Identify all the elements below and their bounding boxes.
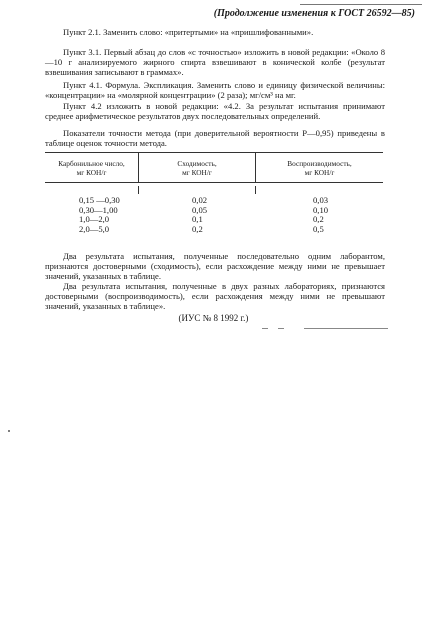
header-line: Карбонильное число, [58, 159, 125, 168]
end-rule [304, 328, 388, 329]
paragraph-item-3-1: Пункт 3.1. Первый абзац до слов «с точностью» изложить в новой редакции: «Около 8—10 г анализируемого жирного спирта взвешивают в конической колбе (результат взвешивания записывают в граммах». [45, 47, 385, 77]
header-line: Воспроизводимость, [287, 159, 352, 168]
paragraph-item-4-1: Пункт 4.1. Формула. Экспликация. Заменить слово и единицу физической величины: «концентрации» на «молярной концентрации» (2 раза); мг/см³ на мг. [45, 80, 385, 100]
table-column-carbonyl [79, 196, 120, 234]
table-column-repeatability [192, 196, 207, 234]
table-cell: 0,2 [313, 214, 324, 225]
paragraph-item-2-1: Пункт 2.1. Заменить слово: «притертыми» на «пришлифованными». [63, 27, 314, 37]
source-reference: (ИУС № 8 1992 г.) [178, 313, 249, 323]
table-cell: 0,05 [192, 204, 208, 215]
paragraph-precision-intro: Показатели точности метода (при доверительной вероятности P—0,95) приведены в таблице оценок точности метода. [45, 128, 385, 148]
table-divider [138, 186, 139, 194]
header-unit: мг КОН/г [182, 168, 212, 177]
header-unit: мг КОН/г [76, 168, 107, 177]
table-cell: 0,1 [192, 214, 203, 225]
table-cell: 0,10 [313, 204, 329, 215]
table-cell: 1,0—2,0 [79, 214, 110, 225]
paragraph-reproducibility: Два результата испытания, полученные в двух разных лабораториях, признаются достоверными (воспроизводимость), если расхождения между ними не превышают значений, указанных в таблице». [45, 281, 385, 311]
paragraph-item-4-2: Пункт 4.2 изложить в новой редакции: «4.2. За результат испытания принимают среднее арифметическое результатов двух последовательных определений. [45, 101, 385, 121]
table-cell: 0,03 [313, 195, 329, 205]
top-rule [300, 4, 422, 5]
paragraph-repeatability: Два результата испытания, полученные последовательно одним лаборантом, признаются достоверными (сходимость), если расхождение между ними не превышает значений, указанных в таблице. [45, 251, 385, 281]
table-cell: 2,0—5,0 [79, 223, 110, 234]
continuation-header: (Продолжение изменения к ГОСТ 26592—85) [213, 8, 415, 19]
table-cell: 0,15 —0,30 [79, 195, 120, 205]
table-cell: 0,5 [313, 223, 324, 234]
scan-speck [8, 430, 10, 432]
table-top-rule [45, 152, 383, 153]
header-line: Сходимость, [177, 159, 217, 168]
table-header-repeatability [139, 159, 255, 177]
end-rule [262, 328, 268, 329]
table-column-reproducibility [313, 196, 328, 234]
header-unit: мг КОН/г [304, 168, 335, 177]
table-header-carbonyl [45, 159, 138, 177]
table-divider [255, 186, 256, 194]
table-cell: 0,02 [192, 195, 208, 205]
table-cell: 0,30—1,00 [79, 204, 118, 215]
end-rule [278, 328, 284, 329]
table-cell: 0,2 [192, 223, 203, 234]
table-header-reproducibility [256, 159, 383, 177]
table-header-rule [45, 182, 383, 183]
